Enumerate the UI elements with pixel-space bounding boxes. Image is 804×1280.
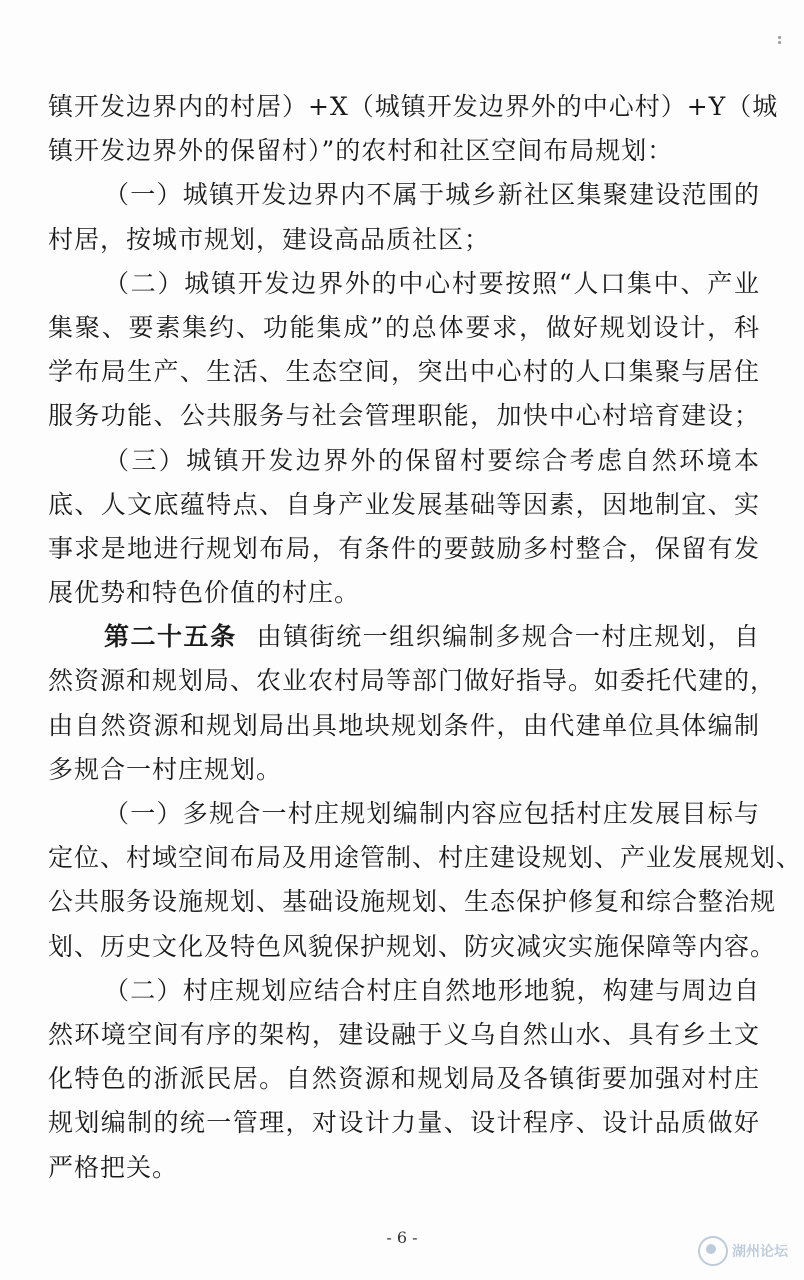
- page-number: - 6 -: [386, 1228, 418, 1247]
- text-line: 然环境空间有序的架构，建设融于义乌自然山水、具有乡土文: [48, 1019, 760, 1049]
- text-line: （一）城镇开发边界内不属于城乡新社区集聚建设范围的: [104, 180, 760, 210]
- text-line: 严格把关。: [48, 1152, 179, 1182]
- text-line: 展优势和特色价值的村庄。: [48, 578, 361, 608]
- watermark: [698, 1236, 788, 1266]
- article-25-first-line: [48, 620, 760, 653]
- text-line: 由自然资源和规划局出具地块规划条件，由代建单位具体编制: [48, 710, 760, 740]
- text-line: 服务功能、公共服务与社会管理职能，加快中心村培育建设；: [48, 401, 760, 431]
- watermark-logo-icon: [698, 1236, 728, 1266]
- text-line: 公共服务设施规划、基础设施规划、生态保护修复和综合整治规: [48, 887, 777, 917]
- article-heading: 第二十五条: [104, 622, 237, 652]
- text-line: 划、历史文化及特色风貌保护规划、防灾减灾实施保障等内容。: [48, 931, 777, 961]
- document-body: [48, 90, 803, 1195]
- corner-mark: [778, 36, 782, 44]
- text-line: 学布局生产、生活、生态空间，突出中心村的人口集聚与居住: [48, 357, 760, 387]
- text-line: 集聚、要素集约、功能集成”的总体要求，做好规划设计，科: [48, 312, 760, 342]
- watermark-text: 湖州论坛: [732, 1244, 788, 1260]
- text-line: 事求是地进行规划布局，有条件的要鼓励多村整合，保留有发: [48, 533, 760, 563]
- text-line: 镇开发边界外的保留村）”的农村和社区空间布局规划：: [48, 136, 674, 166]
- text-line: （二）城镇开发边界外的中心村要按照“人口集中、产业: [104, 268, 760, 298]
- text-line: 村居，按城市规划，建设高品质社区；: [48, 224, 491, 254]
- text-line: 规划编制的统一管理，对设计力量、设计程序、设计品质做好: [48, 1108, 760, 1138]
- text-line: 化特色的浙派民居。自然资源和规划局及各镇街要加强对村庄: [48, 1064, 760, 1094]
- text-line: （二）村庄规划应结合村庄自然地形地貌，构建与周边自: [104, 975, 760, 1005]
- text-line: 多规合一村庄规划。: [48, 754, 283, 784]
- text-line: 定位、村域空间布局及用途管制、村庄建设规划、产业发展规划、: [48, 843, 803, 873]
- text-line: 底、人文底蕴特点、自身产业发展基础等因素，因地制宜、实: [48, 489, 760, 519]
- text-line: 然资源和规划局、农业农村局等部门做好指导。如委托代建的，: [48, 666, 777, 696]
- text-line: 镇开发边界内的村居）+X（城镇开发边界外的中心村）+Y（城: [48, 92, 779, 121]
- text-line: （一）多规合一村庄规划编制内容应包括村庄发展目标与: [104, 799, 760, 828]
- text-line: （三）城镇开发边界外的保留村要综合考虑自然环境本: [104, 445, 760, 475]
- article-text: 由镇街统一组织编制多规合一村庄规划，自: [256, 622, 760, 652]
